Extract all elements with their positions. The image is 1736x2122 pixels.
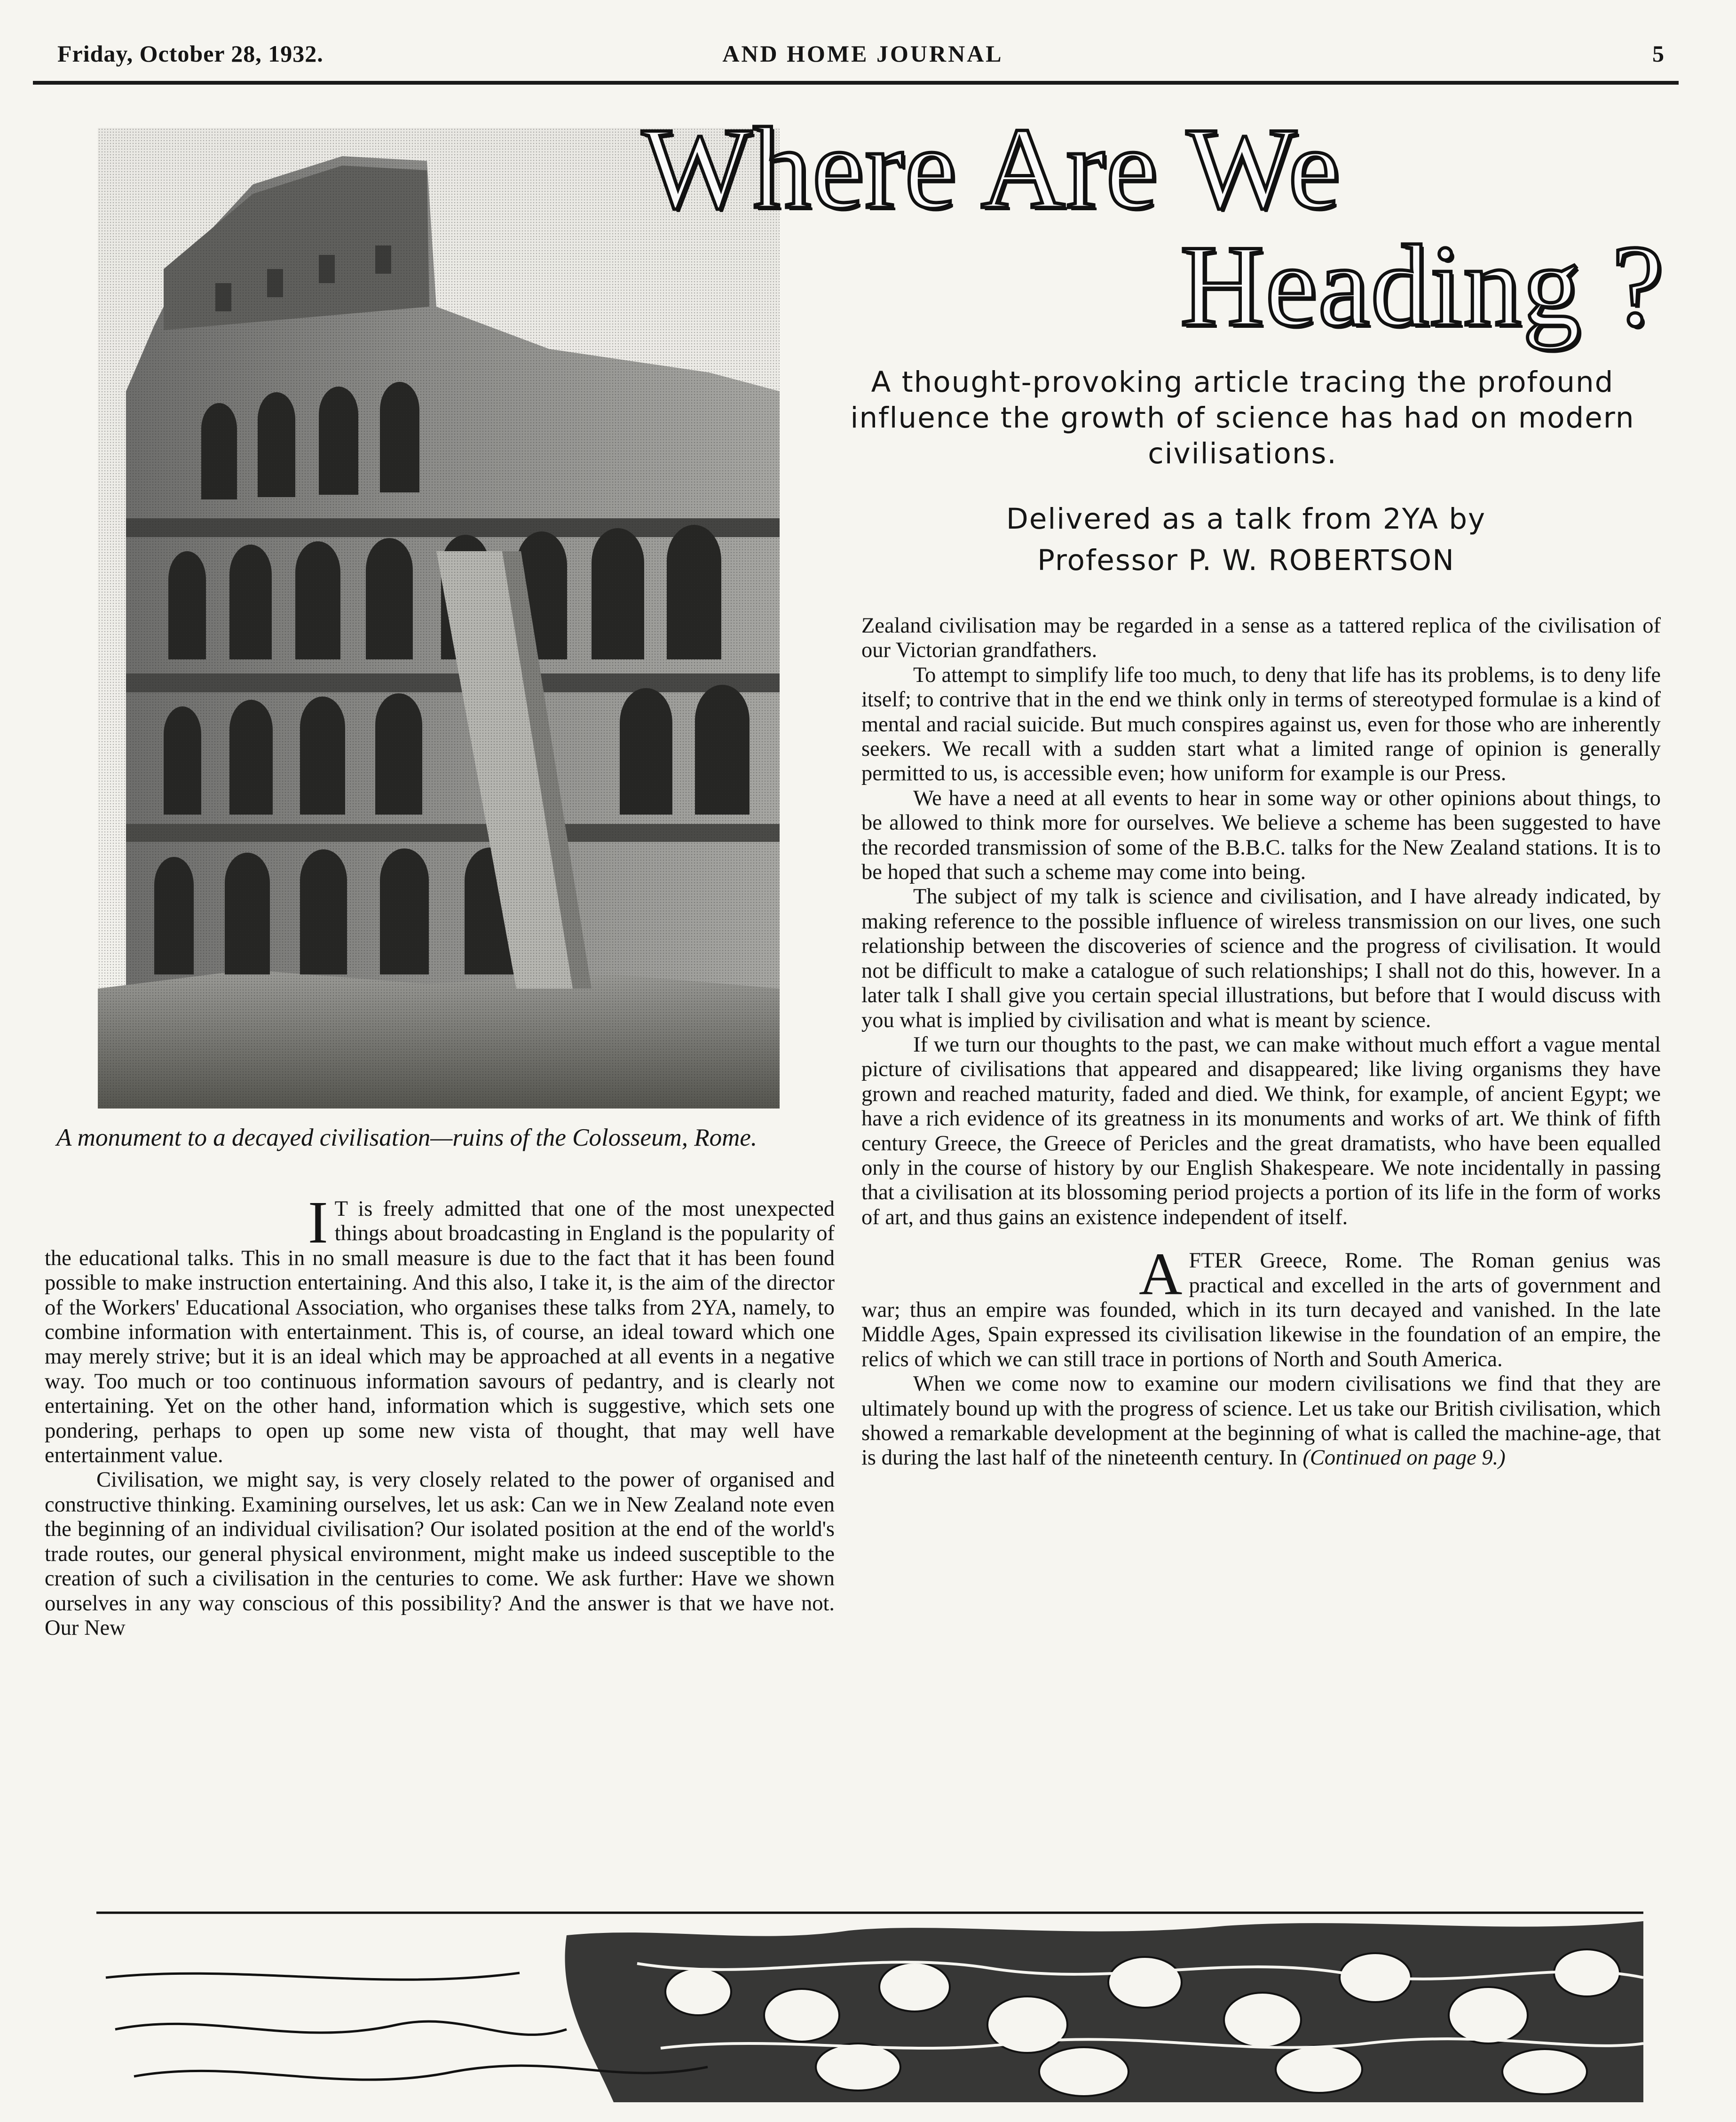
- photo-caption: A monument to a decayed civilisation—ruins of the Colosseum, Rome.: [56, 1124, 758, 1151]
- decorative-frieze-illustration: [96, 1907, 1643, 2102]
- colosseum-photo: [98, 128, 780, 1109]
- article-title-line-2: Heading ?: [1180, 221, 1665, 350]
- paragraph: Civilisation, we might say, is very closely related to the power of organised and constructive thinking. Examining ourselves, let us ask: Can we in New Zealand note even the beginning of an individual civilisation? Our isolated position at the end of the world's trade routes, our general physical environment, might make us indeed susceptible to the creation of such a civilisation in the centuries to come. We ask further: Have we shown ourselves in any way conscious of this possibility? And the answer is that we have not. Our New: [45, 1468, 835, 1640]
- article-byline: [940, 499, 1552, 581]
- paragraph-text: T is freely admitted that one of the most unexpected things about broadcasting in England is the popularity of the educational talks. This in no small measure is due to the fact that it has been found possible to make instruction entertaining. And this also, I take it, is the aim of the director of the Workers' Educational Association, who organises these talks from 2YA, namely, to combine information with entertainment. This is, of course, an ideal toward which one may merely strive; but it is an ideal which may be approached at all events in a negative way. Too much or too continuous information savours of pedantry, and is clearly not entertaining. Yet on the other hand, information which is suggestive, which sets one pondering, perhaps to open up some new vista of thought, that may well have entertainment value.: [45, 1197, 835, 1468]
- header-rule: [33, 81, 1679, 85]
- paragraph-text: When we come now to examine our modern civilisations we find that they are ultimately bound up with the progress of science. Let us take our British civilisation, which showed a remarkable development at the beginning of what is called the machine-age, that is during the last half of the nineteenth century. In: [861, 1372, 1661, 1470]
- continued-notice: (Continued on page 9.): [1302, 1446, 1506, 1470]
- paragraph-text: FTER Greece, Rome. The Roman genius was practical and excelled in the arts of government and war; thus an empire was founded, which in its turn decayed and vanished. In the late Middle Ages, Spain expressed its civilisation likewise in the foundation of an empire, the relics of which we can still trace in portions of North and South America.: [861, 1249, 1661, 1371]
- byline-author: Professor P. W. ROBERTSON: [1037, 544, 1455, 577]
- issue-date: Friday, October 28, 1932.: [57, 40, 324, 67]
- article-title-line-1: Where Are We: [642, 103, 1341, 233]
- publication-name: AND HOME JOURNAL: [722, 40, 1003, 67]
- paragraph: [861, 1241, 1661, 1372]
- paragraph: [45, 1189, 835, 1468]
- article-column-2: [861, 614, 1661, 1471]
- paragraph: To attempt to simplify life too much, to deny that life has its problems, is to deny life itself; to contrive that in the end we think only in terms of stereotyped formulae is a kind of mental and racial suicide. But much conspires against us, even for those who are inherently seekers. We recall with a sudden start what a limited range of opinion is generally permitted to us, is accessible even; how uniform for example is our Press.: [861, 663, 1661, 786]
- paragraph: We have a need at all events to hear in some way or other opinions about things, to be allowed to think more for ourselves. We believe a scheme has been suggested to have the recorded transmission of some of the B.B.C. talks for the New Zealand stations. It is to be hoped that such a scheme may come into being.: [861, 786, 1661, 885]
- drop-cap: A: [1139, 1241, 1183, 1308]
- paragraph: If we turn our thoughts to the past, we can make without much effort a vague mental picture of civilisations that appeared and disappeared; like living organisms they have grown and reached maturity, faded and died. We think, for example, of ancient Egypt; we have a rich evidence of its greatness in its monuments and works of art. We think of fifth century Greece, the Greece of Pericles and the great dramatists, who have been equalled only in the course of history by our English Shakespeare. We note incidentally in passing that a civilisation at its blossoming period projects a portion of its life in the form of works of art, and thus gains an existence independent of itself.: [861, 1032, 1661, 1229]
- article-deck: A thought-provoking article tracing the profound influence the growth of science has had on modern civilisations.: [850, 365, 1635, 470]
- paragraph: Zealand civilisation may be regarded in a sense as a tattered replica of the civilisation of our Victorian grandfathers.: [861, 614, 1661, 663]
- paragraph: [861, 1372, 1661, 1471]
- article-column-1: [45, 1189, 835, 1640]
- page-number: 5: [1652, 40, 1665, 67]
- drop-cap: I: [308, 1189, 328, 1256]
- byline-line-1: Delivered as a talk from 2YA by: [1006, 502, 1486, 536]
- paragraph: The subject of my talk is science and civilisation, and I have already indicated, by making reference to the possible influence of wireless transmission on our lives, one such relationship between the discoveries of science and the progress of civilisation. It would not be difficult to make a catalogue of such relationships; I shall not do this, however. In a later talk I shall give you certain special illustrations, but before that I would discuss with you what is implied by civilisation and what is meant by science.: [861, 885, 1661, 1032]
